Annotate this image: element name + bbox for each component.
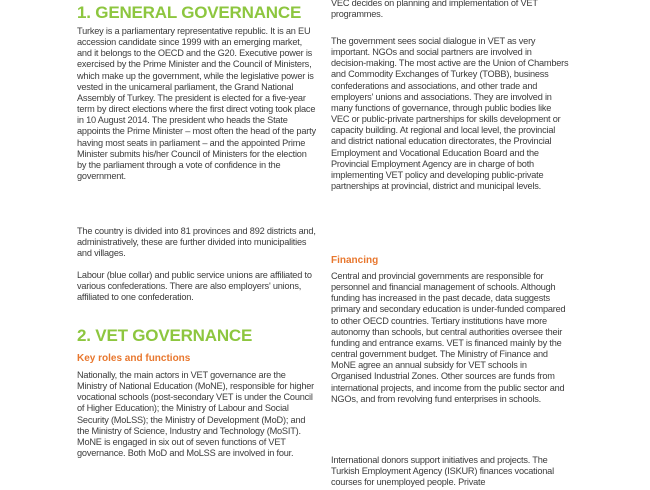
- paragraph-financing: Central and provincial governments are responsible for personnel and financial management of schools. Although funding has increased in the past decade, data suggests primary and secondary education is under-funded compared to other OECD countries. Tertiary institutions have more autonomy than schools, but central authorities oversee their funding and entrance exams. VET is financed mainly by the central government budget. The Ministry of Finance and MoNE agree an annual subsidy for VET schools in Organised Industrial Zones. Other sources are funds from international projects, and income from the public sector and NGOs, and from revolving fund enterprises in schools.: [331, 271, 566, 404]
- section-heading-vet-governance: 2. VET GOVERNANCE: [77, 326, 253, 345]
- section-heading-general-governance: 1. GENERAL GOVERNANCE: [77, 3, 302, 22]
- paragraph-administrative-division: The country is divided into 81 provinces and 892 districts and, administratively, these are further divided into municipalities and villages.: [77, 226, 316, 259]
- paragraph-social-dialogue: The government sees social dialogue in VET as very important. NGOs and social partners are involved in decision-making. The most active are the Union of Chambers and Commodity Exchanges of Turkey (TOBB), business confederations and associations, and other trade and employers' unions and associations. They are involved in many functions of governance, through public bodies like VEC or public-private partnerships for skills development or capacity building. At regional and local level, the provincial and district national education directorates, the Provincial Employment and Vocational Education Board and the Provincial Employment Agency are in charge of both implementing VET policy and developing public-private partnerships at provincial, district and municipal levels.: [331, 36, 569, 192]
- paragraph-international-donors: International donors support initiatives and projects. The Turkish Employment Agency (ISKUR) finances vocational courses for unemployed people. Private: [331, 455, 554, 488]
- paragraph-political-system: Turkey is a parliamentary representative republic. It is an EU accession candidate since 1999 with an emerging market, and it belongs to the OECD and the G20. Executive power is exercised by the Prime Minister and the Council of Ministers, which make up the government, while the legislative power is vested in the unicameral parliament, the Grand National Assembly of Turkey. The president is elected for a five-year term by direct elections where the first direct voting took place in 10 August 2014. The president who heads the State appoints the Prime Minister – most often the head of the party having most seats in parliament – and the appointed Prime Minister submits his/her Council of Ministers for the election by the parliament through a vote of confidence in the government.: [77, 26, 316, 182]
- subheading-financing: Financing: [331, 255, 379, 266]
- paragraph-vet-actors: Nationally, the main actors in VET governance are the Ministry of National Education (MoNE), responsible for higher vocational schools (post-secondary VET is under the Council of Higher Education); the Ministry of Labour and Social Security (MoLSS); the Ministry of Development (MoD); and the Ministry of Science, Industry and Technology (MoSIT). MoNE is engaged in six out of seven functions of VET governance. Both MoD and MoLSS are involved in four.: [77, 370, 314, 459]
- paragraph-vec: VEC decides on planning and implementation of VET programmes.: [331, 0, 538, 20]
- paragraph-unions: Labour (blue collar) and public service unions are affiliated to various confederations. There are also employers' unions, affiliated to one confederation.: [77, 270, 312, 303]
- subheading-key-roles: Key roles and functions: [77, 353, 191, 364]
